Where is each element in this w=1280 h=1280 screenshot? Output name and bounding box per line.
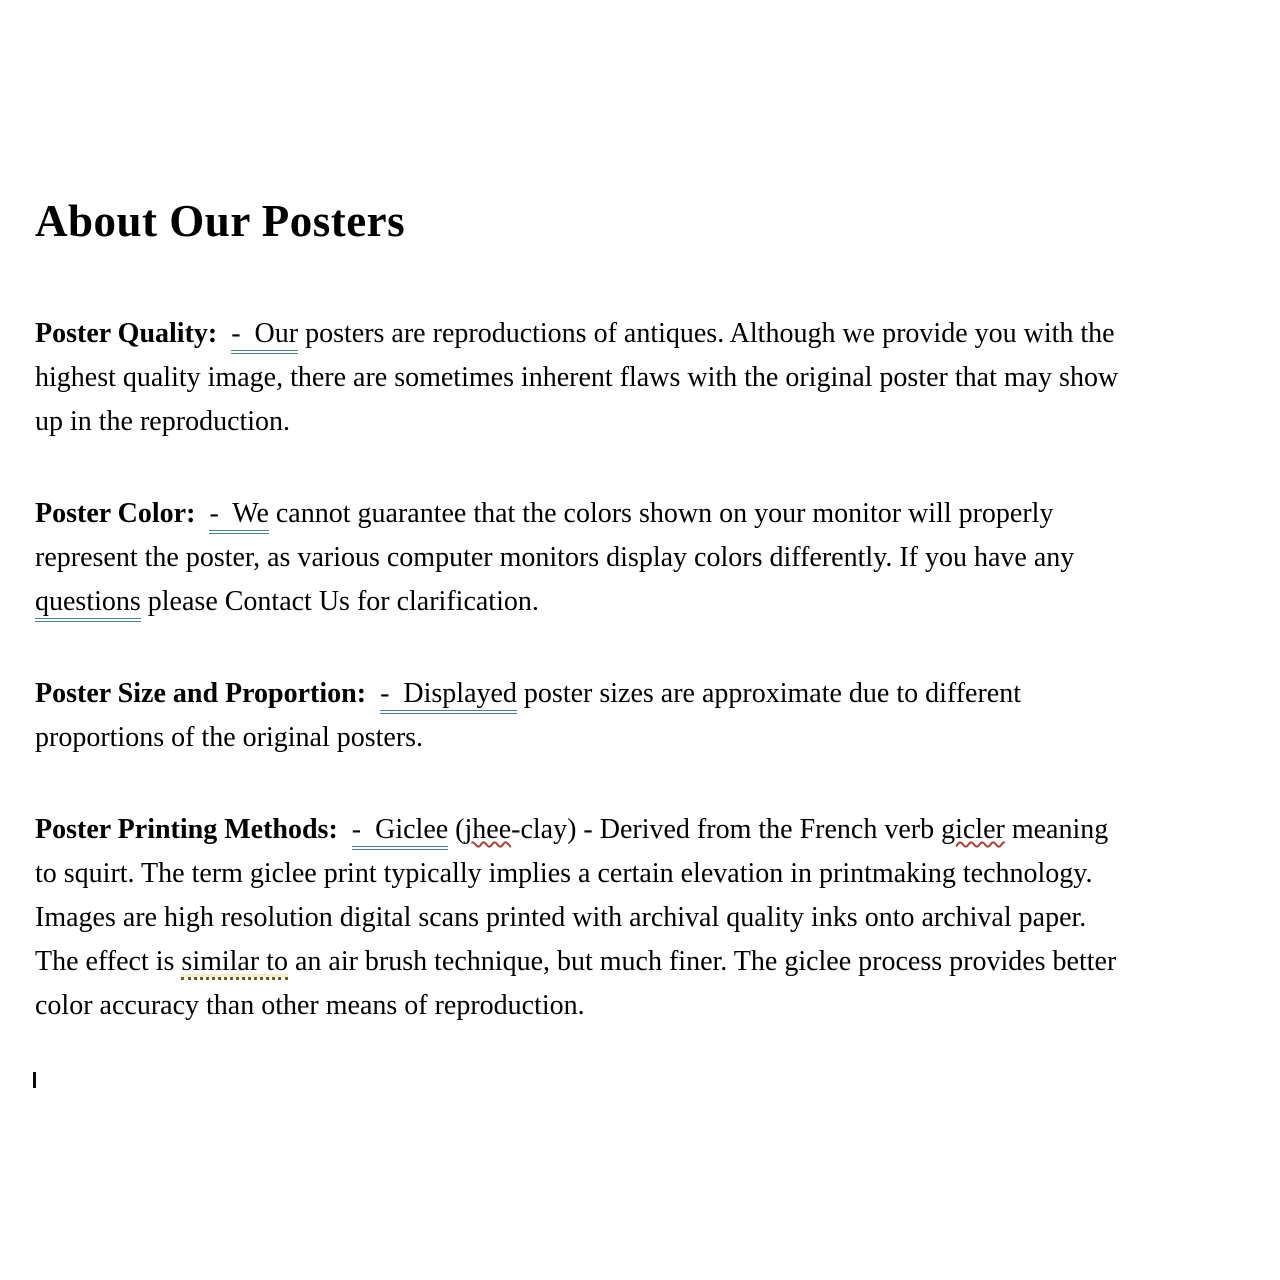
text-run	[217, 318, 231, 349]
text-run: highest quality image, there are sometimes inherent flaws with the original poster that may show	[35, 361, 1119, 393]
text-run: poster sizes are approximate due to different	[516, 677, 1021, 709]
text-run: Poster Printing Methods:	[35, 813, 338, 845]
text-run: - We	[209, 498, 268, 534]
text-run: up in the reproduction.	[35, 405, 291, 437]
paragraph-poster-printing-methods	[35, 808, 1260, 1028]
text-run: cannot guarantee that the colors shown on your monitor will properly	[268, 497, 1054, 529]
page-title: About Our Posters	[35, 196, 406, 246]
text-run: similar to	[181, 946, 288, 980]
text-run: - Displayed	[380, 678, 517, 714]
text-run: to squirt. The term giclee print typically implies a certain elevation in printmaking technology.	[35, 857, 1093, 889]
text-run: represent the poster, as various computer monitors display colors differently. If you have any	[35, 541, 1075, 573]
text-run: Images are high resolution digital scans printed with archival quality inks onto archival paper.	[35, 901, 1087, 933]
text-run: Poster Color:	[35, 497, 196, 529]
document-body	[35, 312, 1260, 1028]
paragraph-poster-color	[35, 492, 1260, 624]
text-run: posters are reproductions of antiques. Although we provide you with the	[298, 317, 1115, 349]
text-run: please Contact Us for clarification.	[140, 585, 539, 617]
text-run: The effect is	[35, 945, 182, 977]
text-cursor	[33, 1072, 36, 1088]
paragraph-poster-quality	[35, 312, 1260, 444]
text-run	[366, 678, 380, 709]
text-run: - Our	[231, 318, 298, 354]
text-run: - Giclee	[352, 814, 448, 850]
paragraph-poster-size-and-proportion	[35, 672, 1260, 760]
text-run: gicler	[941, 813, 1005, 845]
text-run: jhee	[464, 813, 512, 845]
text-run: color accuracy than other means of reproduction.	[35, 989, 585, 1021]
text-run: meaning	[1004, 813, 1109, 845]
text-run: questions	[35, 586, 141, 622]
text-run: proportions of the original posters.	[35, 721, 424, 753]
text-run: Poster Size and Proportion:	[35, 677, 367, 709]
text-run: -clay) - Derived from the French verb	[511, 813, 942, 845]
text-run: (	[448, 813, 465, 845]
text-run	[195, 498, 209, 529]
text-run: an air brush technique, but much finer. The giclee process provides better	[287, 945, 1117, 977]
text-run: Poster Quality:	[35, 317, 218, 349]
text-run	[338, 814, 352, 845]
